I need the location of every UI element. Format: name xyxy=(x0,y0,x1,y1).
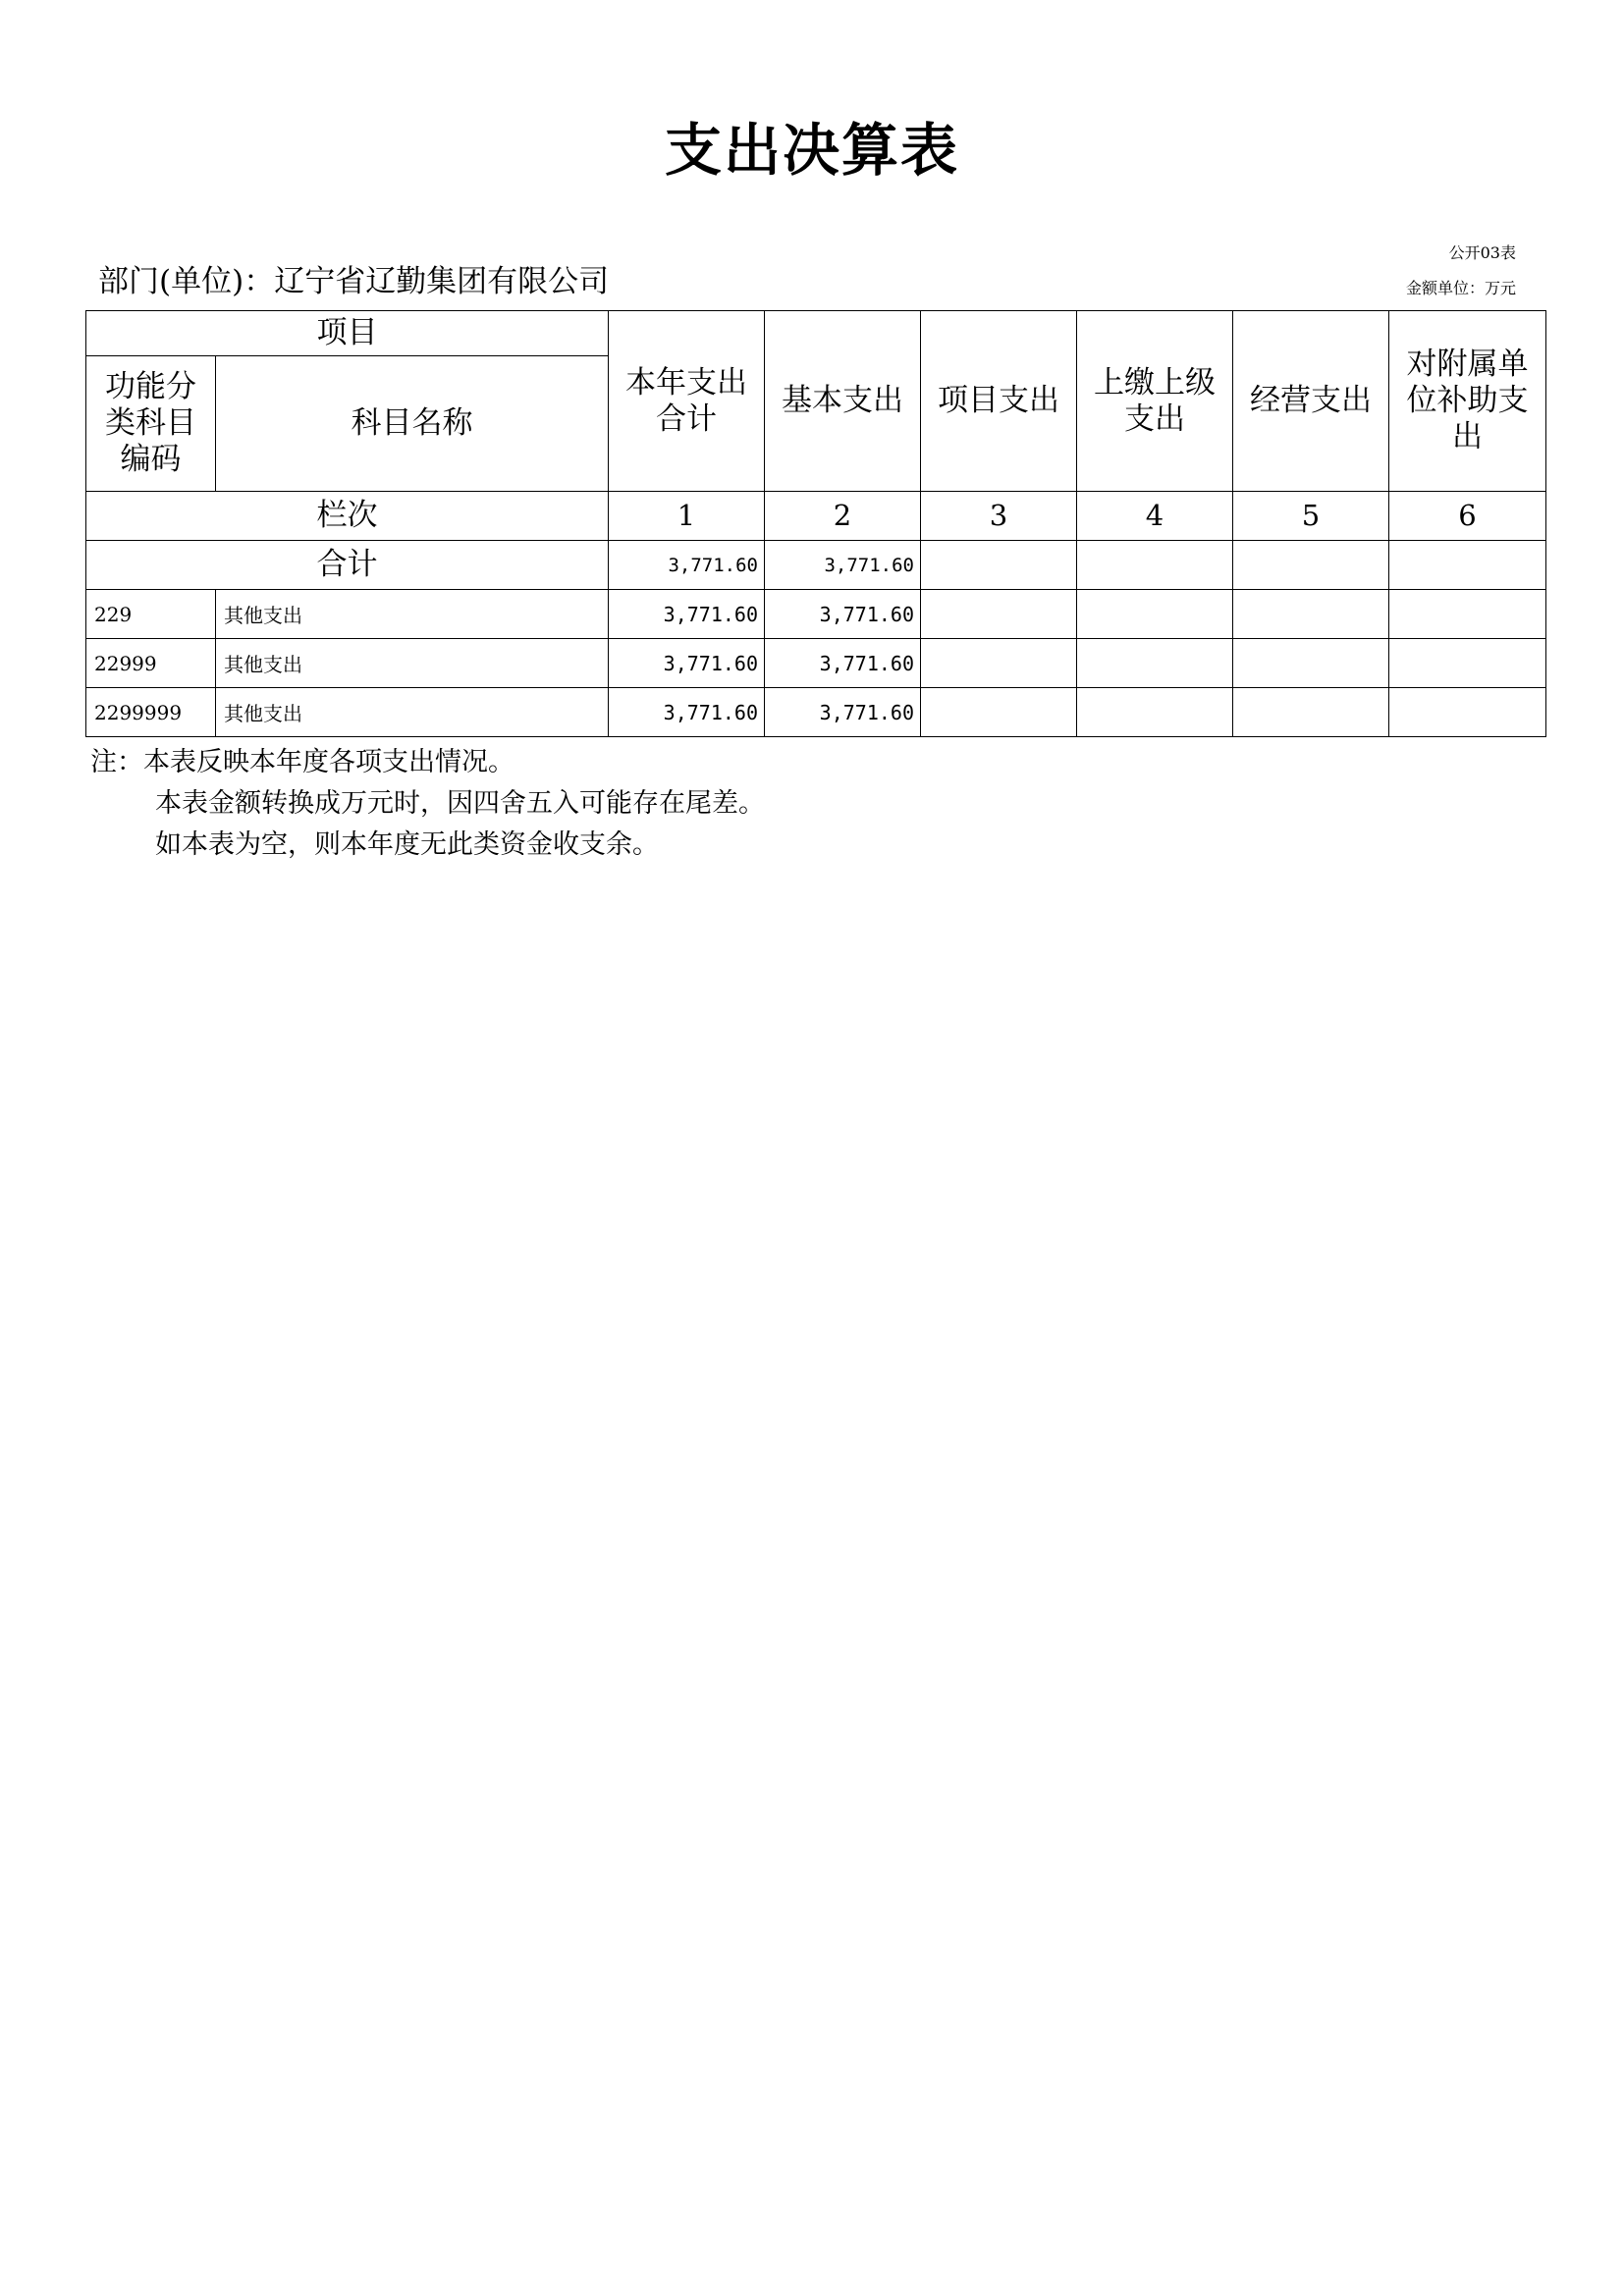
row-value: 3,771.60 xyxy=(609,639,765,688)
notes xyxy=(90,742,765,866)
header-code: 功能分类科目编码 xyxy=(86,356,216,492)
note-line: 注：本表反映本年度各项支出情况。 xyxy=(90,747,514,777)
row-value xyxy=(1233,639,1389,688)
total-value xyxy=(1233,541,1389,590)
expenditure-table xyxy=(85,310,1546,737)
row-value xyxy=(1077,639,1233,688)
subject-name: 其他支出 xyxy=(216,590,609,639)
column-index-label: 栏次 xyxy=(86,492,609,541)
row-value xyxy=(1233,590,1389,639)
total-value: 3,771.60 xyxy=(765,541,921,590)
header-col-remit: 上缴上级支出 xyxy=(1077,311,1233,492)
column-number: 2 xyxy=(765,492,921,541)
row-value: 3,771.60 xyxy=(765,590,921,639)
row-value: 3,771.60 xyxy=(765,639,921,688)
total-value xyxy=(1389,541,1546,590)
row-value xyxy=(921,590,1077,639)
total-label: 合计 xyxy=(86,541,609,590)
total-value: 3,771.60 xyxy=(609,541,765,590)
form-code: 公开03表 xyxy=(1448,243,1516,262)
total-row xyxy=(86,541,1546,590)
note-line: 如本表为空，则本年度无此类资金收支余。 xyxy=(155,829,659,860)
header-col-business: 经营支出 xyxy=(1233,311,1389,492)
table-row xyxy=(86,688,1546,737)
subject-name: 其他支出 xyxy=(216,688,609,737)
department-label: 部门(单位)：辽宁省辽勤集团有限公司 xyxy=(98,264,610,299)
row-value xyxy=(1077,590,1233,639)
total-value xyxy=(921,541,1077,590)
header-col-project: 项目支出 xyxy=(921,311,1077,492)
row-value xyxy=(1389,590,1546,639)
subject-name: 其他支出 xyxy=(216,639,609,688)
column-number: 5 xyxy=(1233,492,1389,541)
row-value xyxy=(921,688,1077,737)
column-number: 6 xyxy=(1389,492,1546,541)
row-value xyxy=(921,639,1077,688)
row-value: 3,771.60 xyxy=(609,688,765,737)
subject-code: 22999 xyxy=(86,639,216,688)
row-value xyxy=(1389,688,1546,737)
column-number: 4 xyxy=(1077,492,1233,541)
header-col-subsidy: 对附属单位补助支出 xyxy=(1389,311,1546,492)
row-value: 3,771.60 xyxy=(609,590,765,639)
table-row xyxy=(86,639,1546,688)
amount-unit: 金额单位：万元 xyxy=(1405,279,1516,297)
row-value xyxy=(1233,688,1389,737)
header-col-total: 本年支出合计 xyxy=(609,311,765,492)
total-value xyxy=(1077,541,1233,590)
column-number: 3 xyxy=(921,492,1077,541)
note-line: 本表金额转换成万元时，因四舍五入可能存在尾差。 xyxy=(155,788,765,819)
row-value xyxy=(1077,688,1233,737)
row-value xyxy=(1389,639,1546,688)
header-col-basic: 基本支出 xyxy=(765,311,921,492)
subject-code: 2299999 xyxy=(86,688,216,737)
header-project: 项目 xyxy=(86,311,609,356)
column-number: 1 xyxy=(609,492,765,541)
page-title: 支出决算表 xyxy=(664,117,959,184)
table-row xyxy=(86,590,1546,639)
header-name: 科目名称 xyxy=(216,356,609,492)
subject-code: 229 xyxy=(86,590,216,639)
row-value: 3,771.60 xyxy=(765,688,921,737)
